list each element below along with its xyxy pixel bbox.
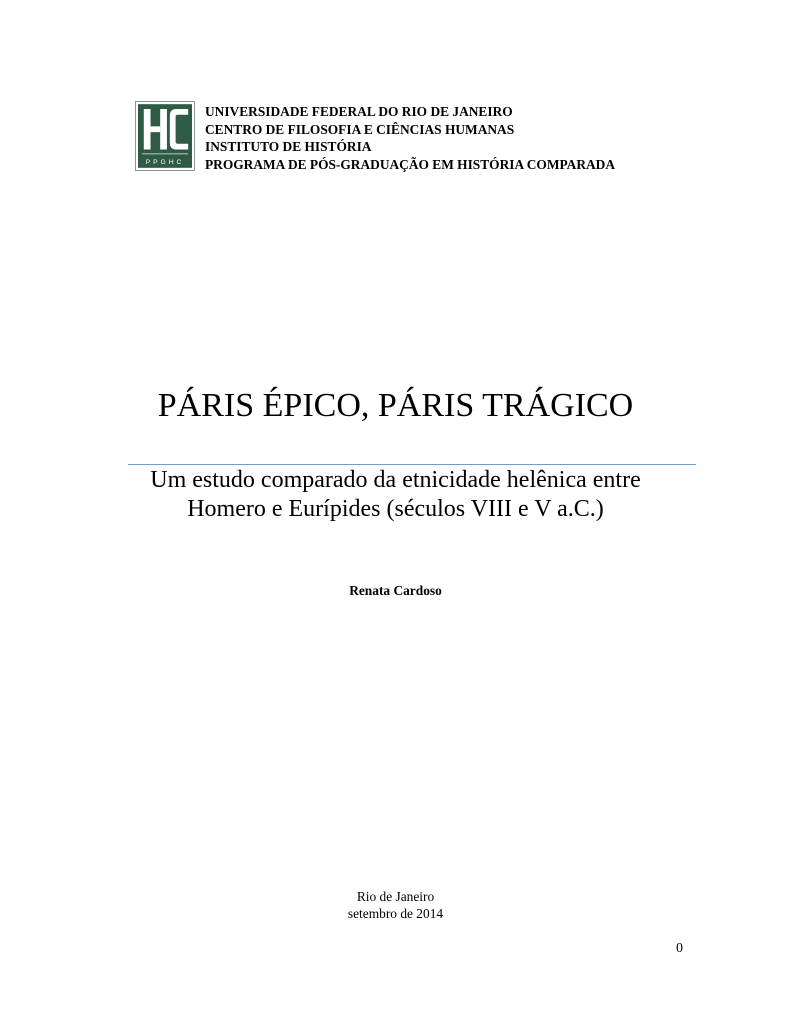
center-name: CENTRO DE FILOSOFIA E CIÊNCIAS HUMANAS — [205, 121, 515, 137]
institute-name: INSTITUTO DE HISTÓRIA — [205, 139, 372, 154]
title-divider — [128, 464, 696, 465]
page-number: 0 — [676, 941, 683, 956]
subtitle-line-1: Um estudo comparado da etnicidade helênica entre — [150, 467, 641, 493]
institution-lines — [205, 103, 615, 173]
ppghc-logo-icon — [135, 101, 195, 171]
date: setembro de 2014 — [347, 906, 444, 921]
university-name: UNIVERSIDADE FEDERAL DO RIO DE JANEIRO — [205, 104, 513, 119]
logo-text: PPGHC — [145, 158, 185, 166]
place-date-block — [0, 888, 791, 922]
document-title: PÁRIS ÉPICO, PÁRIS TRÁGICO — [157, 387, 634, 424]
place: Rio de Janeiro — [356, 889, 435, 904]
program-name: PROGRAMA DE PÓS-GRADUAÇÃO EM HISTÓRIA COMPARADA — [205, 156, 616, 172]
institution-header — [135, 101, 615, 173]
document-subtitle — [0, 466, 791, 524]
author-name: Renata Cardoso — [349, 583, 442, 598]
subtitle-line-2: Homero e Eurípides (séculos VIII e V a.C.) — [187, 496, 604, 522]
